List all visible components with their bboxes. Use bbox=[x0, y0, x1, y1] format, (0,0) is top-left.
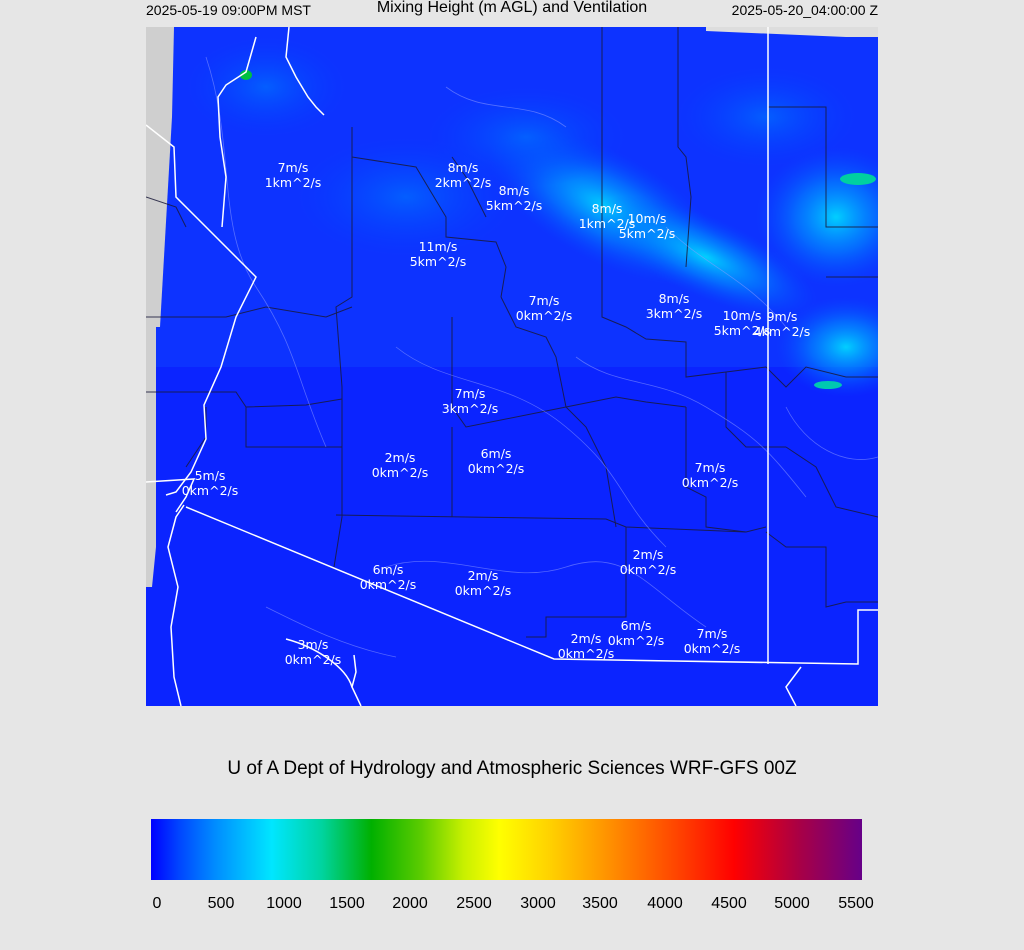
scale-tick-label: 1500 bbox=[329, 895, 365, 912]
wind-speed: 11m/s bbox=[418, 239, 458, 254]
ventilation-rate: 0km^2/s bbox=[359, 577, 417, 592]
wind-speed: 6m/s bbox=[480, 446, 512, 461]
station-label bbox=[754, 309, 811, 339]
station-label bbox=[360, 562, 417, 592]
wind-speed: 8m/s bbox=[447, 160, 479, 175]
station-label bbox=[558, 631, 615, 661]
station-label bbox=[265, 160, 322, 190]
scale-tick-label: 3000 bbox=[520, 895, 556, 912]
station-label bbox=[442, 386, 499, 416]
ventilation-rate: 0km^2/s bbox=[284, 652, 342, 667]
scale-tick-label: 2500 bbox=[456, 895, 492, 912]
scale-tick-label: 3500 bbox=[582, 895, 618, 912]
wind-speed: 7m/s bbox=[454, 386, 486, 401]
model-credit: U of A Dept of Hydrology and Atmospheric Sciences WRF-GFS 00Z bbox=[227, 758, 797, 779]
ventilation-rate: 0km^2/s bbox=[683, 641, 741, 656]
wind-speed: 8m/s bbox=[591, 201, 623, 216]
wind-speed: 6m/s bbox=[372, 562, 404, 577]
wind-speed: 9m/s bbox=[766, 309, 798, 324]
map-title: Mixing Height (m AGL) and Ventilation bbox=[376, 0, 648, 16]
scale-tick-label: 5500 bbox=[838, 895, 874, 912]
ventilation-rate: 0km^2/s bbox=[681, 475, 739, 490]
wind-speed: 2m/s bbox=[384, 450, 416, 465]
station-label bbox=[182, 468, 239, 498]
ventilation-rate: 0km^2/s bbox=[515, 308, 573, 323]
wind-speed: 5m/s bbox=[194, 468, 226, 483]
ventilation-rate: 5km^2/s bbox=[409, 254, 467, 269]
ventilation-rate: 0km^2/s bbox=[557, 646, 615, 661]
ventilation-rate: 5km^2/s bbox=[713, 323, 771, 338]
wind-speed: 7m/s bbox=[694, 460, 726, 475]
wind-speed: 7m/s bbox=[696, 626, 728, 641]
scale-tick-label: 0 bbox=[152, 895, 162, 912]
scale-tick-label: 2000 bbox=[392, 895, 428, 912]
station-label bbox=[620, 547, 677, 577]
scale-tick-label: 500 bbox=[207, 895, 235, 912]
station-label bbox=[372, 450, 429, 480]
wind-speed: 3m/s bbox=[297, 637, 329, 652]
station-label bbox=[682, 460, 739, 490]
ventilation-rate: 4km^2/s bbox=[753, 324, 811, 339]
wind-speed: 6m/s bbox=[620, 618, 652, 633]
wind-speed: 2m/s bbox=[632, 547, 664, 562]
scale-tick-label: 5000 bbox=[774, 895, 810, 912]
ventilation-rate: 3km^2/s bbox=[441, 401, 499, 416]
map-background bbox=[146, 27, 878, 706]
station-label bbox=[455, 568, 512, 598]
station-label bbox=[285, 637, 342, 667]
wind-speed: 8m/s bbox=[498, 183, 530, 198]
wind-speed: 10m/s bbox=[722, 308, 762, 323]
wind-speed: 7m/s bbox=[528, 293, 560, 308]
ventilation-rate: 0km^2/s bbox=[454, 583, 512, 598]
color-scale-bar bbox=[151, 819, 862, 880]
wind-speed: 10m/s bbox=[627, 211, 667, 226]
ventilation-rate: 0km^2/s bbox=[181, 483, 239, 498]
station-label bbox=[684, 626, 741, 656]
ventilation-rate: 3km^2/s bbox=[645, 306, 703, 321]
station-label bbox=[486, 183, 543, 213]
station-label bbox=[619, 211, 676, 241]
ventilation-rate: 0km^2/s bbox=[607, 633, 665, 648]
ventilation-rate: 0km^2/s bbox=[467, 461, 525, 476]
scale-tick-label: 4000 bbox=[647, 895, 683, 912]
ventilation-rate: 5km^2/s bbox=[618, 226, 676, 241]
scale-tick-label: 1000 bbox=[266, 895, 302, 912]
station-label bbox=[516, 293, 573, 323]
scale-tick-label: 4500 bbox=[711, 895, 747, 912]
station-label bbox=[410, 239, 467, 269]
wind-speed: 2m/s bbox=[467, 568, 499, 583]
wind-speed: 7m/s bbox=[277, 160, 309, 175]
ventilation-rate: 5km^2/s bbox=[485, 198, 543, 213]
station-label bbox=[468, 446, 525, 476]
ventilation-rate: 0km^2/s bbox=[371, 465, 429, 480]
station-label bbox=[608, 618, 665, 648]
mixing-height-map bbox=[146, 27, 878, 706]
ventilation-rate: 1km^2/s bbox=[578, 216, 636, 231]
local-time: 2025-05-19 09:00PM MST bbox=[146, 2, 311, 18]
valid-time: 2025-05-20_04:00:00 Z bbox=[731, 2, 878, 18]
ventilation-rate: 1km^2/s bbox=[264, 175, 322, 190]
ventilation-rate: 0km^2/s bbox=[619, 562, 677, 577]
ventilation-rate: 2km^2/s bbox=[434, 175, 492, 190]
station-label bbox=[435, 160, 492, 190]
wind-speed: 8m/s bbox=[658, 291, 690, 306]
wind-speed: 2m/s bbox=[570, 631, 602, 646]
station-label bbox=[646, 291, 703, 321]
